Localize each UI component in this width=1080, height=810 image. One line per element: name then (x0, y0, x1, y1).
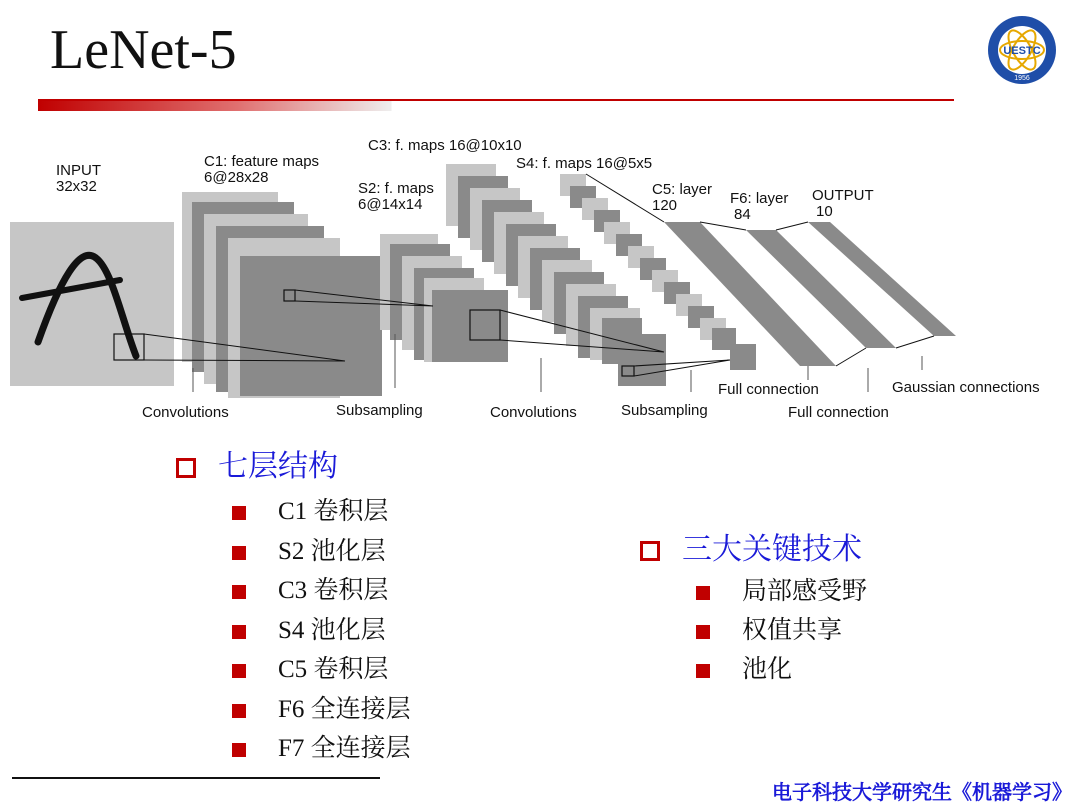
label-c1: C1: feature maps (204, 153, 320, 170)
label-input-size: 32x32 (56, 178, 97, 195)
right-list-item-text: 局部感受野 (742, 578, 868, 605)
solid-square-bullet-icon (696, 625, 710, 639)
c1-feature-maps (182, 192, 382, 398)
left-list-heading-row (176, 449, 338, 484)
op-full-connection-2: Full connection (788, 404, 889, 421)
solid-square-bullet-icon (232, 743, 246, 757)
left-list-item (232, 578, 388, 603)
hollow-square-bullet-icon (176, 458, 196, 478)
hollow-square-bullet-icon (640, 541, 660, 561)
label-input: INPUT (56, 162, 101, 179)
label-c5: C5: layer (652, 181, 713, 198)
title-underline (38, 97, 954, 113)
left-list-item-text: F7 全连接层 (278, 735, 411, 762)
input-image (10, 222, 174, 386)
op-full-connection-1: Full connection (718, 381, 819, 398)
left-list-item (232, 618, 386, 643)
label-s2: S2: f. maps (358, 180, 434, 197)
left-list-item-text: F6 全连接层 (278, 696, 411, 723)
left-list-item-text: S2 池化层 (278, 538, 386, 565)
left-list-item (232, 499, 388, 524)
solid-square-bullet-icon (232, 625, 246, 639)
logo-year: 1956 (1014, 75, 1030, 82)
left-list-item-text: C3 卷积层 (278, 577, 389, 604)
left-list-item-text: S4 池化层 (278, 617, 386, 644)
left-list-item (232, 657, 388, 682)
right-list-heading: 三大关键技术 (682, 532, 862, 567)
label-output-size: 10 (816, 203, 833, 220)
right-list-item (696, 618, 842, 643)
right-list-item (696, 657, 792, 682)
label-c5-size: 120 (652, 197, 678, 214)
slide-title: LeNet-5 (50, 19, 237, 81)
solid-square-bullet-icon (696, 664, 710, 678)
label-s2-size: 6@14x14 (358, 196, 423, 213)
op-subsampling-2: Subsampling (621, 402, 708, 419)
label-f6-size: 84 (734, 206, 751, 223)
logo-text: UESTC (1003, 45, 1041, 57)
label-output: OUTPUT (812, 187, 874, 204)
op-convolutions-2: Convolutions (490, 404, 577, 421)
label-s4: S4: f. maps 16@5x5 (516, 155, 653, 172)
solid-square-bullet-icon (232, 664, 246, 678)
left-list-item-text: C5 卷积层 (278, 656, 389, 683)
left-list-heading: 七层结构 (218, 449, 338, 484)
solid-square-bullet-icon (232, 704, 246, 718)
solid-square-bullet-icon (232, 585, 246, 599)
label-c1-size: 6@28x28 (204, 169, 269, 186)
footer-divider (12, 777, 380, 779)
right-list-item-text: 池化 (742, 656, 793, 683)
op-gaussian-connections: Gaussian connections (892, 379, 1040, 396)
label-c3: C3: f. maps 16@10x10 (368, 137, 522, 154)
slide-footer: 电子科技大学研究生《机器学习》 (772, 780, 1072, 804)
right-list-item-text: 权值共享 (742, 617, 843, 644)
university-logo (986, 14, 1058, 86)
right-list-heading-row (640, 532, 862, 567)
left-list-item (232, 697, 411, 722)
solid-square-bullet-icon (232, 546, 246, 560)
op-subsampling-1: Subsampling (336, 402, 423, 419)
label-f6: F6: layer (730, 190, 789, 207)
left-list-item (232, 539, 386, 564)
output-layer (808, 222, 956, 336)
left-list-item-text: C1 卷积层 (278, 498, 389, 525)
left-list-item (232, 736, 411, 761)
solid-square-bullet-icon (232, 506, 246, 520)
op-convolutions-1: Convolutions (142, 404, 229, 421)
lenet-architecture-diagram (0, 130, 1080, 430)
solid-square-bullet-icon (696, 586, 710, 600)
right-list-item (696, 579, 867, 604)
